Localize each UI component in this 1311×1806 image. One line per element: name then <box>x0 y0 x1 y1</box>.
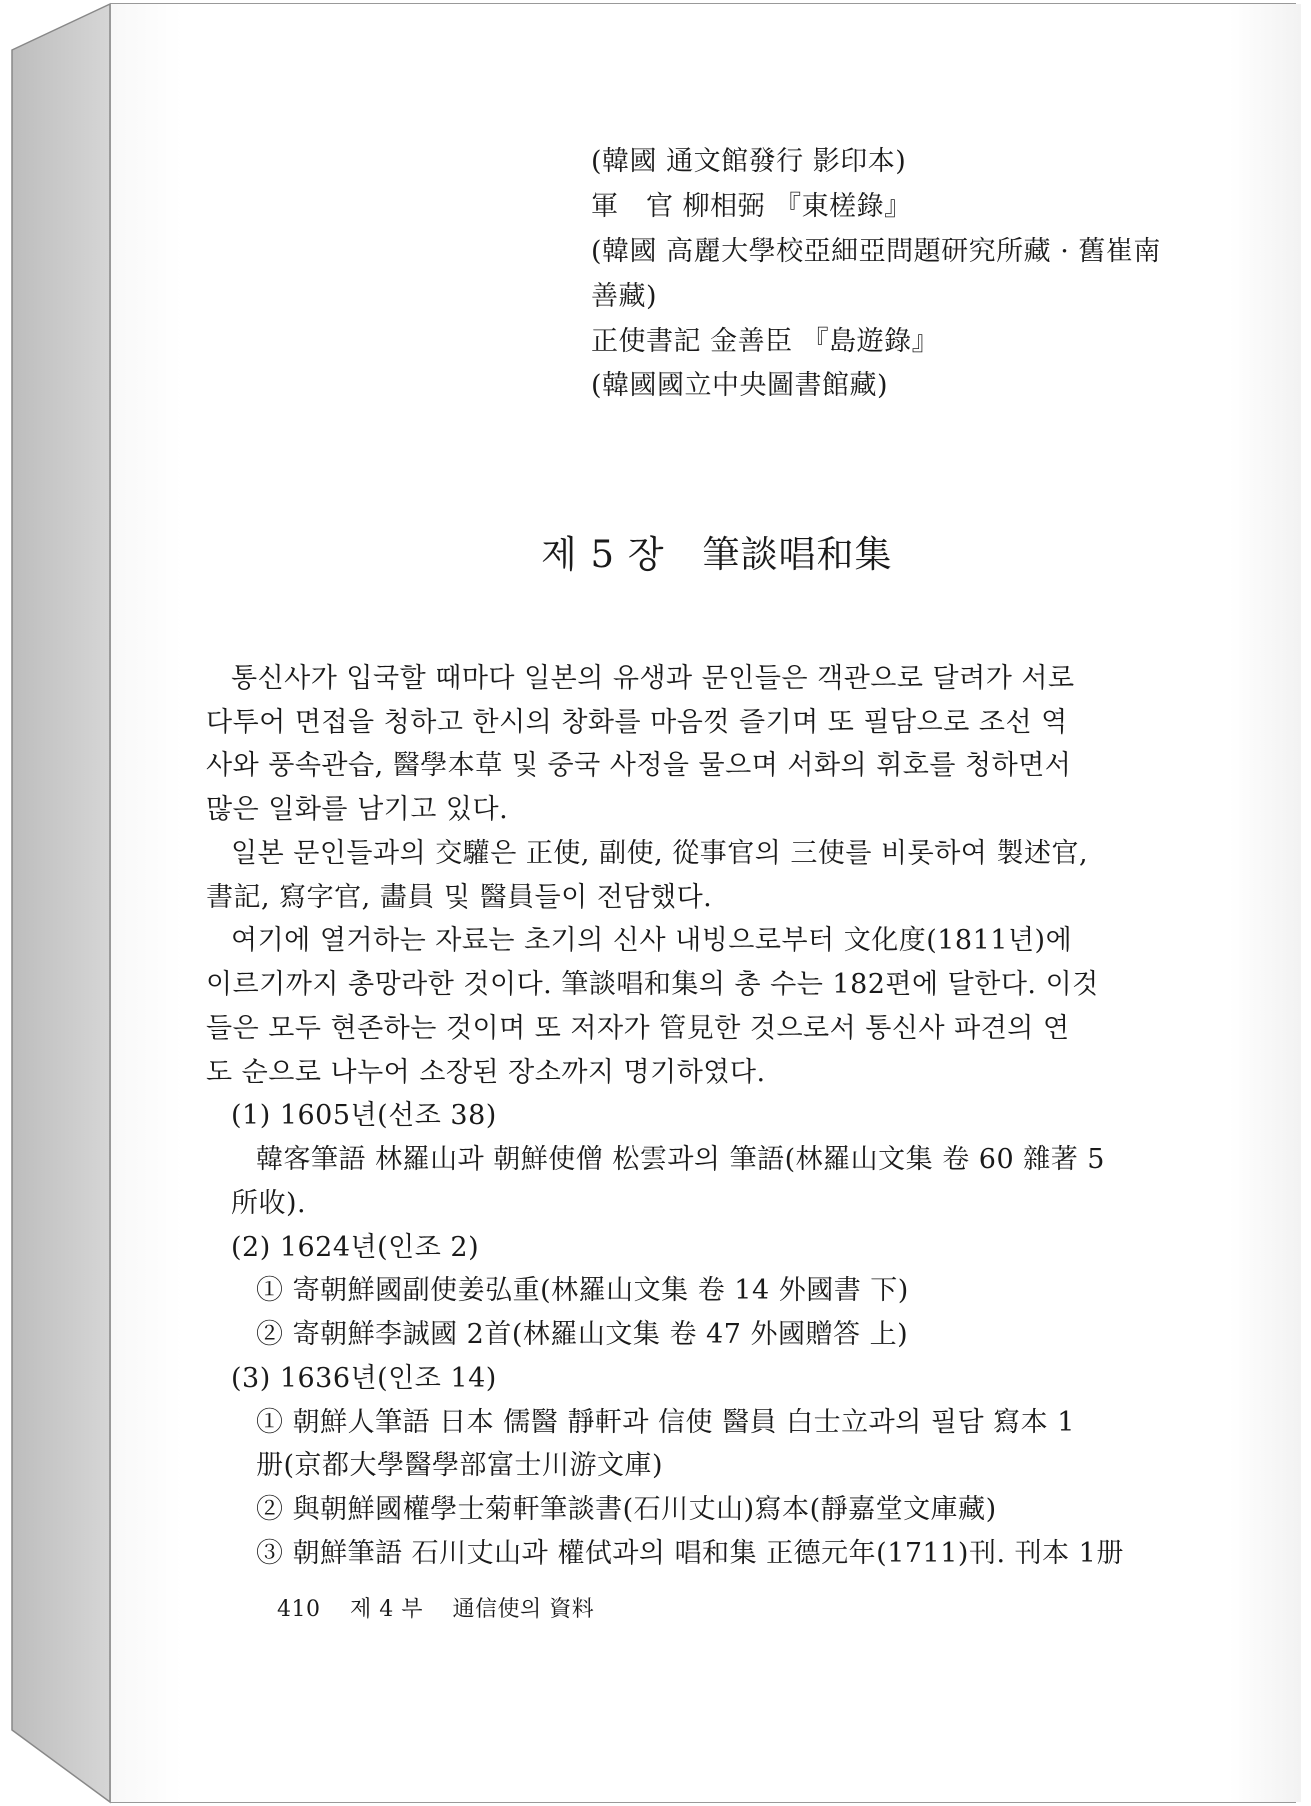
chapter-heading: 제 5 장 筆談唱和集 <box>541 533 893 576</box>
list-item: ② 與朝鮮國權學士菊軒筆談書(石川丈山)寫本(靜嘉堂文庫藏) <box>256 1494 997 1525</box>
list-item: ③ 朝鮮筆語 石川丈山과 權侙과의 唱和集 正德元年(1711)刊. 刊本 1册 <box>256 1538 1124 1569</box>
list-item: 所收). <box>231 1188 307 1219</box>
body-line: 많은 일화를 남기고 있다. <box>206 794 509 825</box>
list-item: 册(京都大學醫學部富士川游文庫) <box>256 1450 664 1481</box>
list-item: 韓客筆語 林羅山과 朝鮮使僧 松雲과의 筆語(林羅山文集 卷 60 雜著 5 <box>256 1144 1105 1175</box>
body-line: 다투어 면접을 청하고 한시의 창화를 마음껏 즐기며 또 필담으로 조선 역 <box>206 707 1068 738</box>
bibliography-line: (韓國 高麗大學校亞細亞問題研究所藏 · 舊崔南 <box>591 236 1161 267</box>
bibliography-line: 軍 官 柳相弼 『東槎錄』 <box>591 191 912 222</box>
body-line: 이르기까지 총망라한 것이다. 筆談唱和集의 총 수는 182편에 달한다. 이것 <box>206 969 1099 1000</box>
page <box>110 4 1301 1802</box>
body-line: 통신사가 입국할 때마다 일본의 유생과 문인들은 객관으로 달려가 서로 <box>231 663 1075 694</box>
body-line: 도 순으로 나누어 소장된 장소까지 명기하였다. <box>206 1057 766 1088</box>
bibliography-line: (韓國國立中央圖書館藏) <box>591 370 889 401</box>
body-line: 여기에 열거하는 자료는 초기의 신사 내빙으로부터 文化度(1811년)에 <box>231 925 1073 956</box>
body-line: 書記, 寫字官, 畵員 및 醫員들이 전담했다. <box>206 882 713 913</box>
list-heading: (3) 1636년(인조 14) <box>231 1363 497 1394</box>
list-heading: (2) 1624년(인조 2) <box>231 1232 480 1263</box>
bibliography-line: 正使書記 金善臣 『島遊錄』 <box>591 326 940 357</box>
page-number: 410 <box>277 1597 321 1622</box>
footer-part: 제 4 부 <box>350 1597 423 1622</box>
body-line: 들은 모두 현존하는 것이며 또 저자가 管見한 것으로서 통신사 파견의 연 <box>206 1013 1070 1044</box>
list-heading: (1) 1605년(선조 38) <box>231 1100 497 1131</box>
list-item: ① 寄朝鮮國副使姜弘重(林羅山文集 卷 14 外國書 下) <box>256 1275 909 1306</box>
page-footer <box>277 1592 616 1623</box>
body-line: 일본 문인들과의 交驩은 正使, 副使, 從事官의 三使를 비롯하여 製述官, <box>231 838 1089 869</box>
list-item: ② 寄朝鮮李誠國 2首(林羅山文集 卷 47 外國贈答 上) <box>256 1319 909 1350</box>
bibliography-line: 善藏) <box>591 281 658 312</box>
bibliography-line: (韓國 通文館發行 影印本) <box>591 146 907 177</box>
body-line: 사와 풍속관습, 醫學本草 및 중국 사정을 물으며 서화의 휘호를 청하면서 <box>206 750 1072 781</box>
footer-section: 通信使의 資料 <box>452 1597 595 1622</box>
list-item: ① 朝鮮人筆語 日本 儒醫 靜軒과 信使 醫員 白士立과의 필담 寫本 1 <box>256 1407 1075 1438</box>
